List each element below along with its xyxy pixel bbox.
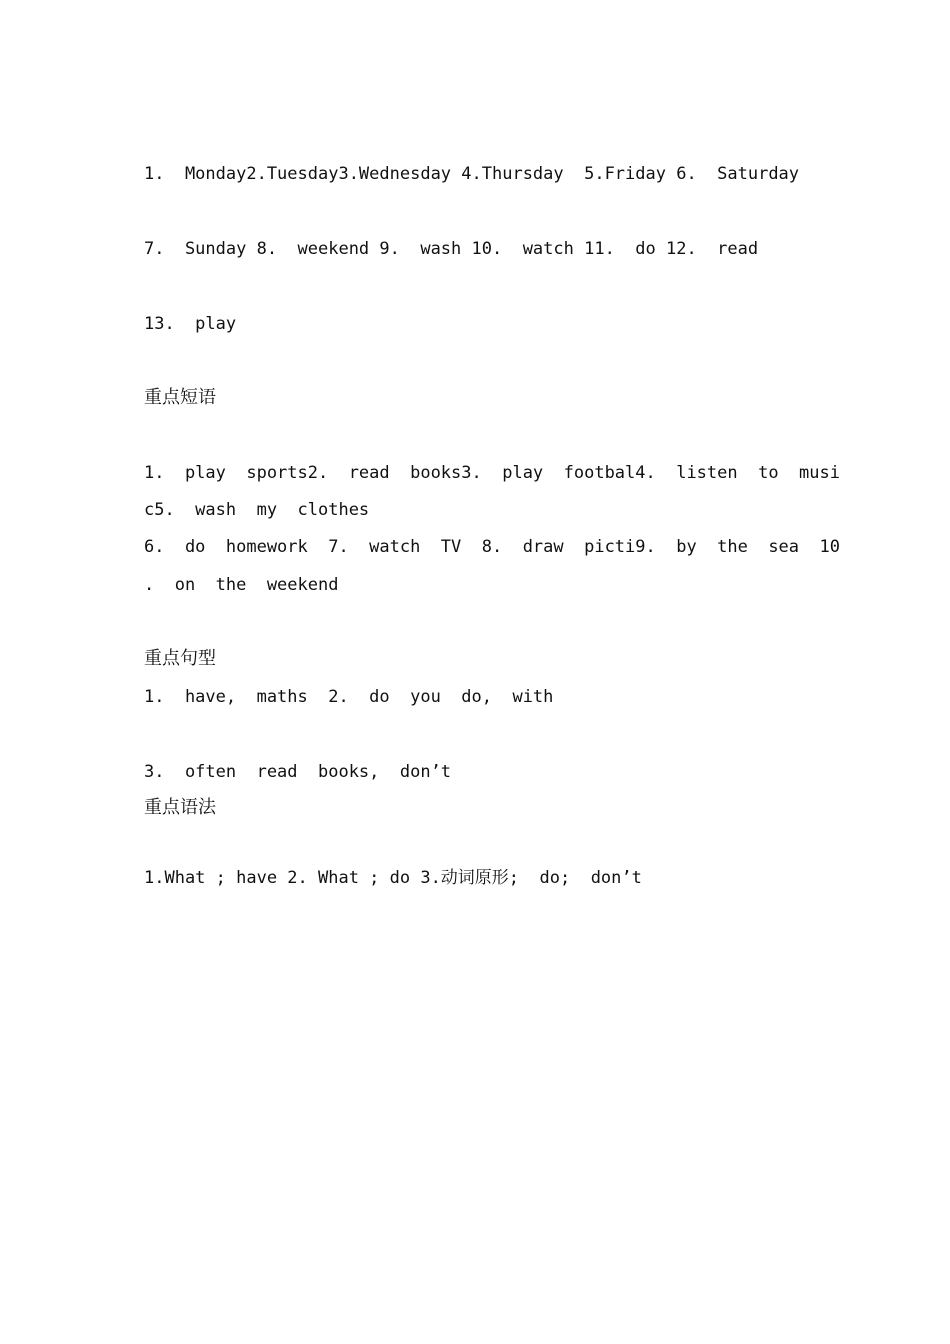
sentences-heading: 重点句型	[144, 648, 216, 669]
vocabulary-line-2: 7. Sunday 8. weekend 9. wash 10. watch 11. do 12. read	[144, 239, 759, 259]
vocabulary-line-3: 13. play	[144, 314, 237, 334]
grammar-line-1: 1.What ; have 2. What ; do 3.动词原形; do; don’t	[144, 868, 642, 888]
grammar-heading: 重点语法	[144, 797, 216, 818]
phrases-line-1: 1. play sports2. read books3. play footbal4. listen to musi	[144, 463, 840, 483]
sentences-line-2: 3. often read books, don’t	[144, 762, 452, 782]
phrases-heading: 重点短语	[144, 387, 216, 408]
phrases-line-3: 6. do homework 7. watch TV 8. draw picti9. by the sea 10	[144, 537, 840, 557]
phrases-line-4: . on the weekend	[144, 575, 339, 595]
vocabulary-line-1: 1. Monday2.Tuesday3.Wednesday 4.Thursday 5.Friday 6. Saturday	[144, 164, 800, 184]
sentences-line-1: 1. have, maths 2. do you do, with	[144, 687, 554, 707]
phrases-line-2: c5. wash my clothes	[144, 500, 370, 520]
